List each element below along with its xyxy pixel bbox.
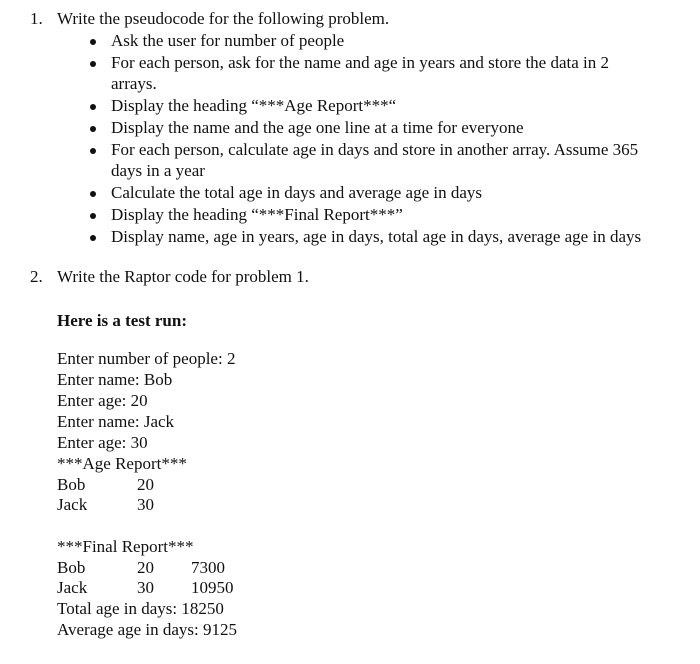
bullet-dot xyxy=(90,39,96,45)
question-1-number: 1. xyxy=(30,9,43,28)
bullet-item: Ask the user for number of people xyxy=(111,31,345,50)
bullet-item: Display the heading “***Age Report***“ xyxy=(111,96,397,115)
test-run-heading: Here is a test run: xyxy=(57,311,187,330)
output-line: Enter age: 20 xyxy=(57,391,148,410)
final-row-age: 30 xyxy=(137,578,154,597)
bullet-dot xyxy=(90,148,96,154)
age-row-name: Jack xyxy=(57,495,88,514)
question-2-number: 2. xyxy=(30,267,43,286)
final-row-name: Jack xyxy=(57,578,88,597)
final-row-age: 20 xyxy=(137,558,154,577)
total-age-line: Total age in days: 18250 xyxy=(57,599,224,618)
bullet-dot xyxy=(90,191,96,197)
age-row-name: Bob xyxy=(57,475,86,494)
bullet-item: Display the name and the age one line at a time for everyone xyxy=(111,118,524,137)
output-line: Enter number of people: 2 xyxy=(57,349,236,368)
age-row-age: 20 xyxy=(137,475,154,494)
output-line: Enter age: 30 xyxy=(57,433,148,452)
question-2-prompt: Write the Raptor code for problem 1. xyxy=(57,267,309,286)
bullet-dot xyxy=(90,126,96,132)
final-row-name: Bob xyxy=(57,558,86,577)
bullet-dot xyxy=(90,213,96,219)
bullet-item: For each person, calculate age in days and store in another array. Assume 365 xyxy=(111,140,639,159)
bullet-item-continuation: days in a year xyxy=(111,161,205,180)
output-line: Enter name: Bob xyxy=(57,370,173,389)
output-line: Enter name: Jack xyxy=(57,412,175,431)
bullet-dot xyxy=(90,104,96,110)
bullet-item: For each person, ask for the name and age in years and store the data in 2 xyxy=(111,53,610,72)
question-1-prompt: Write the pseudocode for the following problem. xyxy=(57,9,390,28)
bullet-item: Display the heading “***Final Report***” xyxy=(111,205,403,224)
age-row-age: 30 xyxy=(137,495,154,514)
final-row-days: 7300 xyxy=(191,558,225,577)
final-report-heading: ***Final Report*** xyxy=(57,537,194,556)
age-report-heading: ***Age Report*** xyxy=(57,454,187,473)
average-age-line: Average age in days: 9125 xyxy=(57,620,238,639)
bullet-item-continuation: arrays. xyxy=(111,74,157,93)
final-row-days: 10950 xyxy=(191,578,234,597)
bullet-item: Calculate the total age in days and average age in days xyxy=(111,183,483,202)
bullet-dot xyxy=(90,235,96,241)
bullet-dot xyxy=(90,61,96,67)
bullet-item: Display name, age in years, age in days, total age in days, average age in days xyxy=(111,227,642,246)
